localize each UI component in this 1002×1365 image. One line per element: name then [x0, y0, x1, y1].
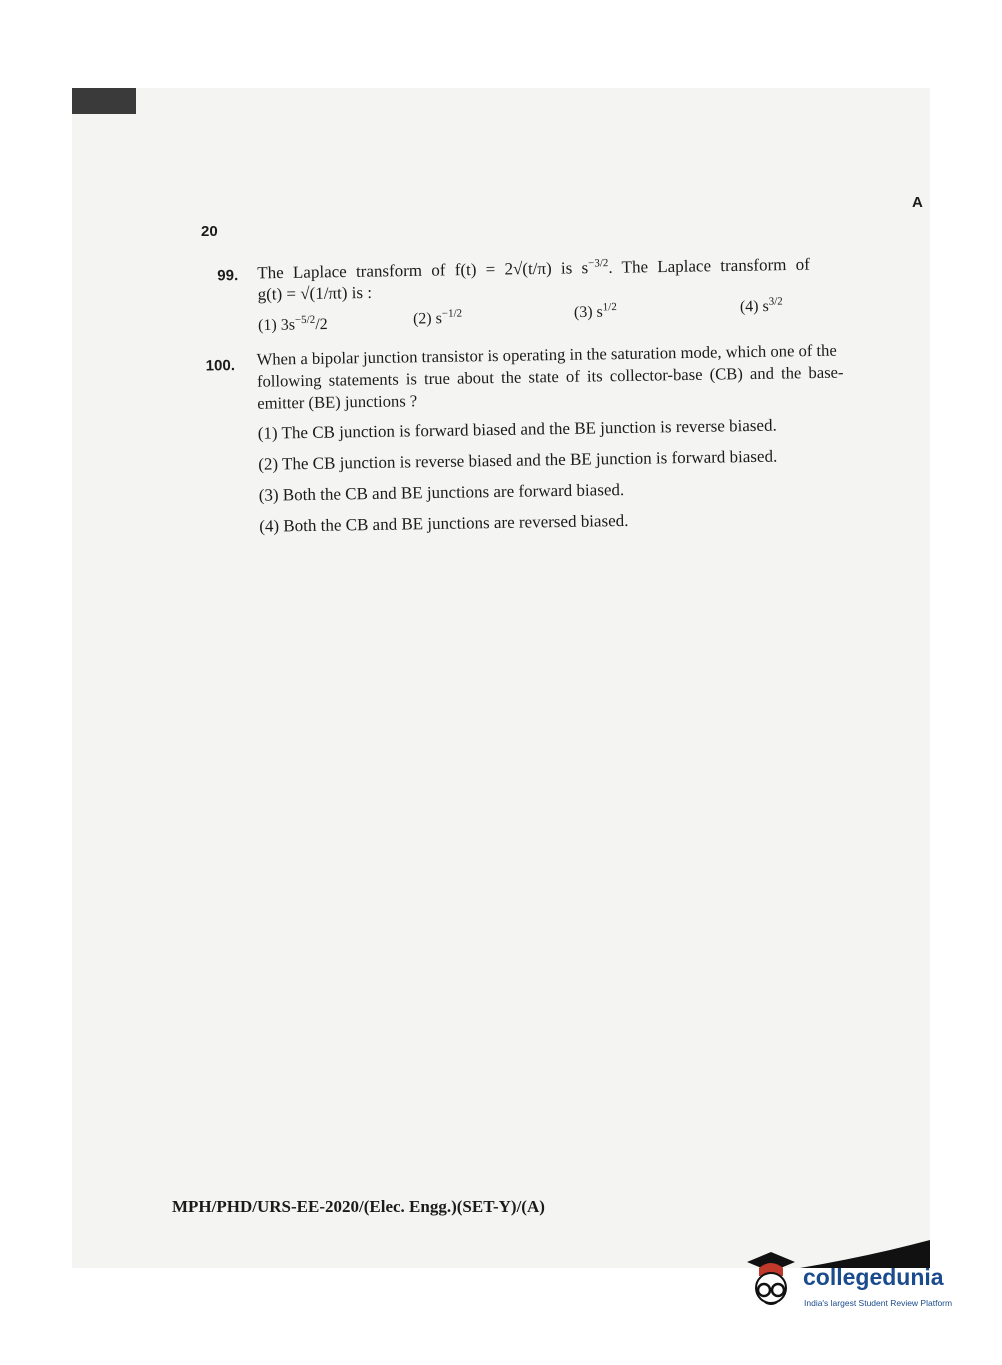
question-100-line-3: emitter (BE) junctions ? — [257, 391, 418, 413]
question-99-option-4: (4) $s^{3/2}$ — [739, 295, 783, 316]
question-100-option-2: (2) The CB junction is reverse biased and the BE junction is forward biased. — [258, 446, 778, 474]
question-100-number: 100. — [205, 357, 236, 375]
question-99-line-2: g(t) = √(1/πt) is : — [257, 282, 373, 304]
question-99-option-2: (2) $s^{-1/2}$ — [412, 307, 463, 328]
collegedunia-logo-text: collegedunia — [803, 1264, 944, 1290]
question-99-option-1: (1) $3s^{-5/2}/2$ — [257, 313, 328, 335]
page-number: 20 — [201, 223, 218, 240]
question-99-option-3: (3) $s^{1/2}$ — [573, 301, 617, 322]
student-mascot-icon — [745, 1250, 797, 1318]
question-100-line-2: following statements is true about the state of its collector-base (CB) and the base- — [256, 362, 844, 391]
question-100-option-3: (3) Both the CB and BE junctions are forward biased. — [258, 480, 625, 505]
question-99-line-1: The Laplace transform of f(t) = 2√(t/π) is $s^{-3/2}$. The Laplace transform of — [257, 254, 810, 283]
question-100-option-4: (4) Both the CB and BE junctions are reversed biased. — [259, 510, 629, 536]
collegedunia-tagline: India's largest Student Review Platform — [804, 1298, 953, 1308]
question-100-line-1: When a bipolar junction transistor is operating in the saturation mode, which one of the — [256, 340, 837, 369]
question-100-option-1: (1) The CB junction is forward biased and the BE junction is reverse biased. — [257, 415, 777, 443]
set-letter: A — [912, 194, 923, 211]
question-99-number: 99. — [217, 267, 239, 285]
paper-code-footer: MPH/PHD/URS-EE-2020/(Elec. Engg.)(SET-Y)/(A) — [172, 1197, 545, 1216]
